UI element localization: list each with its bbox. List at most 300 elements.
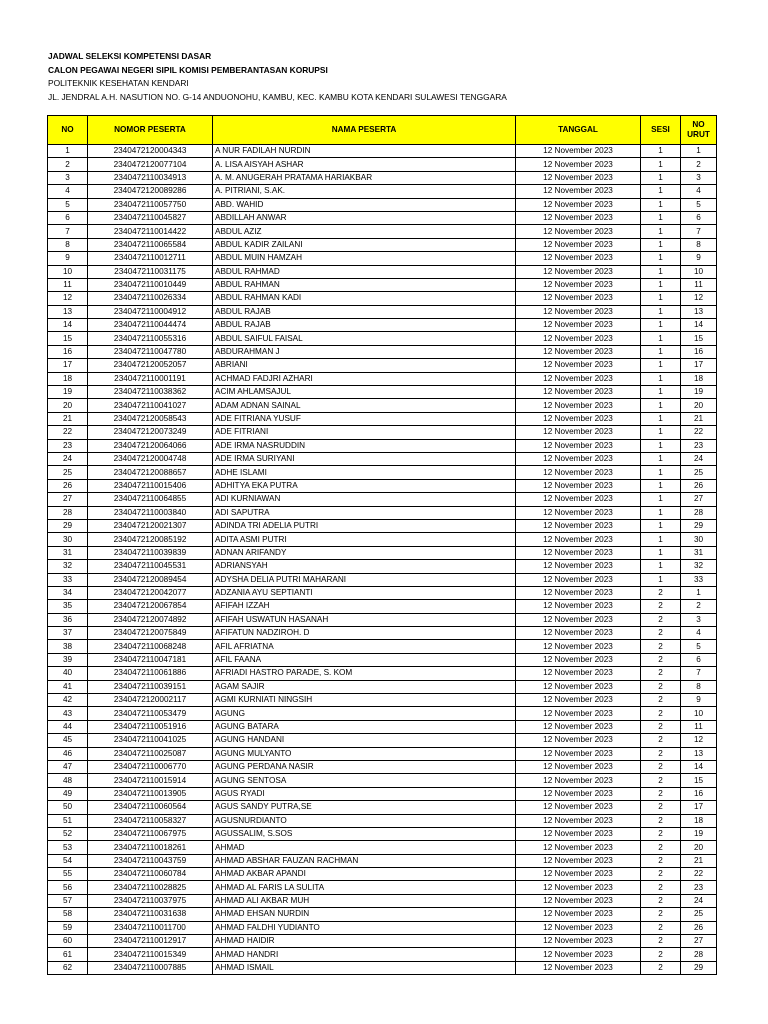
cell-nama-peserta: AGUNG HANDANI (213, 734, 516, 747)
cell-nomor-peserta: 2340472110012917 (88, 935, 213, 948)
venue-name: POLITEKNIK KESEHATAN KENDARI (48, 78, 189, 88)
col-header-nama-peserta: NAMA PESERTA (213, 116, 516, 145)
cell-no: 58 (48, 908, 88, 921)
cell-no: 16 (48, 345, 88, 358)
cell-sesi: 1 (641, 479, 681, 492)
cell-nomor-peserta: 2340472110028825 (88, 881, 213, 894)
table-row (48, 894, 717, 907)
table-row (48, 546, 717, 559)
cell-nama-peserta: ADAM ADNAN SAINAL (213, 399, 516, 412)
cell-no-urut: 8 (681, 238, 717, 251)
cell-nama-peserta: ABD. WAHID (213, 198, 516, 211)
cell-nama-peserta: ABRIANI (213, 359, 516, 372)
cell-nomor-peserta: 2340472110031638 (88, 908, 213, 921)
cell-no: 10 (48, 265, 88, 278)
cell-no: 60 (48, 935, 88, 948)
cell-no-urut: 7 (681, 667, 717, 680)
cell-sesi: 1 (641, 292, 681, 305)
cell-tanggal: 12 November 2023 (516, 479, 641, 492)
table-row (48, 560, 717, 573)
cell-sesi: 2 (641, 948, 681, 961)
cell-no-urut: 11 (681, 278, 717, 291)
cell-tanggal: 12 November 2023 (516, 185, 641, 198)
cell-nomor-peserta: 2340472110067975 (88, 827, 213, 840)
cell-nama-peserta: ABDUL RAJAB (213, 319, 516, 332)
table-body (48, 145, 717, 975)
cell-no: 53 (48, 841, 88, 854)
cell-tanggal: 12 November 2023 (516, 600, 641, 613)
cell-nama-peserta: ADE IRMA NASRUDDIN (213, 439, 516, 452)
cell-nama-peserta: ABDUL AZIZ (213, 225, 516, 238)
cell-sesi: 1 (641, 319, 681, 332)
cell-nama-peserta: A NUR FADILAH NURDIN (213, 145, 516, 158)
cell-sesi: 1 (641, 359, 681, 372)
cell-no-urut: 15 (681, 774, 717, 787)
cell-nomor-peserta: 2340472110051916 (88, 720, 213, 733)
cell-nomor-peserta: 2340472120077104 (88, 158, 213, 171)
table-row (48, 827, 717, 840)
cell-tanggal: 12 November 2023 (516, 372, 641, 385)
cell-nomor-peserta: 2340472120075849 (88, 627, 213, 640)
cell-no-urut: 23 (681, 439, 717, 452)
cell-tanggal: 12 November 2023 (516, 533, 641, 546)
cell-nama-peserta: ADZANIA AYU SEPTIANTI (213, 586, 516, 599)
table-row (48, 774, 717, 787)
cell-no-urut: 5 (681, 198, 717, 211)
cell-sesi: 1 (641, 372, 681, 385)
cell-nama-peserta: ACHMAD FADJRI AZHARI (213, 372, 516, 385)
cell-tanggal: 12 November 2023 (516, 948, 641, 961)
cell-no-urut: 8 (681, 680, 717, 693)
table-row (48, 145, 717, 158)
cell-sesi: 2 (641, 814, 681, 827)
cell-tanggal: 12 November 2023 (516, 145, 641, 158)
cell-nomor-peserta: 2340472120073249 (88, 426, 213, 439)
cell-no-urut: 14 (681, 319, 717, 332)
cell-nomor-peserta: 2340472120085192 (88, 533, 213, 546)
cell-no-urut: 6 (681, 653, 717, 666)
cell-tanggal: 12 November 2023 (516, 720, 641, 733)
col-header-no-urut-line1: NO (692, 120, 705, 129)
participant-table (47, 115, 717, 975)
table-row (48, 533, 717, 546)
cell-sesi: 2 (641, 801, 681, 814)
cell-no-urut: 17 (681, 359, 717, 372)
table-row (48, 921, 717, 934)
cell-tanggal: 12 November 2023 (516, 292, 641, 305)
table-row (48, 707, 717, 720)
cell-sesi: 2 (641, 908, 681, 921)
cell-nama-peserta: AFIFATUN NADZIROH. D (213, 627, 516, 640)
table-row (48, 292, 717, 305)
cell-tanggal: 12 November 2023 (516, 707, 641, 720)
cell-no: 41 (48, 680, 88, 693)
cell-sesi: 1 (641, 546, 681, 559)
cell-sesi: 2 (641, 600, 681, 613)
cell-tanggal: 12 November 2023 (516, 171, 641, 184)
cell-no: 27 (48, 493, 88, 506)
table-row (48, 586, 717, 599)
cell-nama-peserta: AFIFAH IZZAH (213, 600, 516, 613)
cell-nomor-peserta: 2340472110044474 (88, 319, 213, 332)
doc-title: JADWAL SELEKSI KOMPETENSI DASAR (48, 51, 212, 61)
cell-tanggal: 12 November 2023 (516, 546, 641, 559)
cell-nama-peserta: ADE FITRIANA YUSUF (213, 412, 516, 425)
cell-nama-peserta: ADE IRMA SURIYANI (213, 452, 516, 465)
cell-no: 28 (48, 506, 88, 519)
cell-sesi: 1 (641, 198, 681, 211)
cell-sesi: 2 (641, 667, 681, 680)
cell-no: 57 (48, 894, 88, 907)
cell-tanggal: 12 November 2023 (516, 519, 641, 532)
cell-nomor-peserta: 2340472110015406 (88, 479, 213, 492)
cell-no-urut: 5 (681, 640, 717, 653)
cell-sesi: 1 (641, 533, 681, 546)
cell-nama-peserta: AHMAD ALI AKBAR MUH (213, 894, 516, 907)
cell-tanggal: 12 November 2023 (516, 573, 641, 586)
cell-tanggal: 12 November 2023 (516, 452, 641, 465)
table-row (48, 600, 717, 613)
cell-nomor-peserta: 2340472110025087 (88, 747, 213, 760)
cell-nomor-peserta: 2340472110047780 (88, 345, 213, 358)
cell-sesi: 1 (641, 158, 681, 171)
cell-sesi: 2 (641, 640, 681, 653)
cell-nomor-peserta: 2340472110057750 (88, 198, 213, 211)
table-row (48, 171, 717, 184)
cell-no-urut: 14 (681, 760, 717, 773)
table-row (48, 185, 717, 198)
cell-nomor-peserta: 2340472110041027 (88, 399, 213, 412)
cell-no-urut: 16 (681, 345, 717, 358)
cell-tanggal: 12 November 2023 (516, 158, 641, 171)
cell-no: 13 (48, 305, 88, 318)
cell-no: 39 (48, 653, 88, 666)
cell-no: 47 (48, 760, 88, 773)
cell-no: 42 (48, 694, 88, 707)
cell-nama-peserta: ADHITYA EKA PUTRA (213, 479, 516, 492)
cell-no-urut: 12 (681, 292, 717, 305)
table-row (48, 399, 717, 412)
cell-sesi: 1 (641, 238, 681, 251)
cell-no-urut: 24 (681, 452, 717, 465)
cell-tanggal: 12 November 2023 (516, 278, 641, 291)
cell-nama-peserta: ADE FITRIANI (213, 426, 516, 439)
table-header-row (48, 116, 717, 145)
cell-sesi: 1 (641, 211, 681, 224)
cell-nama-peserta: A. PITRIANI, S.AK. (213, 185, 516, 198)
cell-no: 54 (48, 854, 88, 867)
cell-nomor-peserta: 2340472110043759 (88, 854, 213, 867)
cell-sesi: 2 (641, 760, 681, 773)
cell-tanggal: 12 November 2023 (516, 198, 641, 211)
cell-nama-peserta: ABDUL RAHMAN KADI (213, 292, 516, 305)
table-row (48, 787, 717, 800)
cell-no-urut: 18 (681, 814, 717, 827)
table-row (48, 439, 717, 452)
cell-sesi: 2 (641, 720, 681, 733)
cell-tanggal: 12 November 2023 (516, 332, 641, 345)
cell-no-urut: 1 (681, 586, 717, 599)
cell-nama-peserta: A. M. ANUGERAH PRATAMA HARIAKBAR (213, 171, 516, 184)
cell-tanggal: 12 November 2023 (516, 787, 641, 800)
cell-no: 8 (48, 238, 88, 251)
cell-no-urut: 25 (681, 908, 717, 921)
table-row (48, 747, 717, 760)
cell-tanggal: 12 November 2023 (516, 439, 641, 452)
cell-no: 48 (48, 774, 88, 787)
cell-nama-peserta: ABDILLAH ANWAR (213, 211, 516, 224)
cell-no: 55 (48, 868, 88, 881)
cell-no-urut: 29 (681, 519, 717, 532)
cell-sesi: 1 (641, 265, 681, 278)
cell-no-urut: 26 (681, 479, 717, 492)
cell-nomor-peserta: 2340472110061886 (88, 667, 213, 680)
cell-nomor-peserta: 2340472110041025 (88, 734, 213, 747)
table-row (48, 332, 717, 345)
col-header-no-urut (681, 116, 717, 145)
col-header-no: NO (48, 116, 88, 145)
cell-no-urut: 33 (681, 573, 717, 586)
cell-tanggal: 12 November 2023 (516, 466, 641, 479)
cell-nomor-peserta: 2340472110014422 (88, 225, 213, 238)
cell-tanggal: 12 November 2023 (516, 225, 641, 238)
table-row (48, 252, 717, 265)
cell-nomor-peserta: 2340472110064855 (88, 493, 213, 506)
cell-tanggal: 12 November 2023 (516, 586, 641, 599)
cell-tanggal: 12 November 2023 (516, 801, 641, 814)
cell-nama-peserta: AHMAD FALDHI YUDIANTO (213, 921, 516, 934)
cell-tanggal: 12 November 2023 (516, 560, 641, 573)
cell-nama-peserta: ABDUL RAHMAN (213, 278, 516, 291)
cell-sesi: 1 (641, 506, 681, 519)
cell-nama-peserta: ADNAN ARIFANDY (213, 546, 516, 559)
cell-sesi: 2 (641, 868, 681, 881)
cell-nomor-peserta: 2340472110013905 (88, 787, 213, 800)
cell-no: 61 (48, 948, 88, 961)
cell-sesi: 1 (641, 452, 681, 465)
cell-no: 33 (48, 573, 88, 586)
cell-no-urut: 32 (681, 560, 717, 573)
cell-no-urut: 30 (681, 533, 717, 546)
cell-nomor-peserta: 2340472120064066 (88, 439, 213, 452)
cell-no: 30 (48, 533, 88, 546)
cell-nomor-peserta: 2340472110055316 (88, 332, 213, 345)
cell-no: 1 (48, 145, 88, 158)
table-row (48, 667, 717, 680)
table-row (48, 573, 717, 586)
cell-nomor-peserta: 2340472110060564 (88, 801, 213, 814)
cell-nomor-peserta: 2340472110026334 (88, 292, 213, 305)
cell-no: 12 (48, 292, 88, 305)
cell-sesi: 2 (641, 653, 681, 666)
cell-no: 43 (48, 707, 88, 720)
cell-nama-peserta: A. LISA AISYAH ASHAR (213, 158, 516, 171)
cell-no: 34 (48, 586, 88, 599)
cell-tanggal: 12 November 2023 (516, 627, 641, 640)
cell-no: 17 (48, 359, 88, 372)
cell-nomor-peserta: 2340472120021307 (88, 519, 213, 532)
cell-no: 19 (48, 386, 88, 399)
cell-no: 2 (48, 158, 88, 171)
cell-no: 25 (48, 466, 88, 479)
table-row (48, 734, 717, 747)
cell-nama-peserta: ADITA ASMI PUTRI (213, 533, 516, 546)
table-row (48, 961, 717, 974)
cell-nama-peserta: AGUS SANDY PUTRA,SE (213, 801, 516, 814)
cell-tanggal: 12 November 2023 (516, 694, 641, 707)
table-row (48, 948, 717, 961)
cell-no-urut: 4 (681, 185, 717, 198)
cell-nomor-peserta: 2340472120058543 (88, 412, 213, 425)
cell-nama-peserta: AHMAD ISMAIL (213, 961, 516, 974)
cell-nomor-peserta: 2340472110018261 (88, 841, 213, 854)
cell-nama-peserta: AHMAD (213, 841, 516, 854)
cell-nama-peserta: ADYSHA DELIA PUTRI MAHARANI (213, 573, 516, 586)
cell-nomor-peserta: 2340472120052057 (88, 359, 213, 372)
cell-nomor-peserta: 2340472110015349 (88, 948, 213, 961)
cell-no-urut: 7 (681, 225, 717, 238)
cell-tanggal: 12 November 2023 (516, 827, 641, 840)
cell-nomor-peserta: 2340472110012711 (88, 252, 213, 265)
cell-no-urut: 10 (681, 265, 717, 278)
cell-nomor-peserta: 2340472110060784 (88, 868, 213, 881)
cell-nama-peserta: ACIM AHLAMSAJUL (213, 386, 516, 399)
cell-no-urut: 20 (681, 841, 717, 854)
cell-nomor-peserta: 2340472110053479 (88, 707, 213, 720)
cell-tanggal: 12 November 2023 (516, 252, 641, 265)
table-row (48, 801, 717, 814)
cell-nomor-peserta: 2340472110004912 (88, 305, 213, 318)
cell-nomor-peserta: 2340472120089454 (88, 573, 213, 586)
table-row (48, 225, 717, 238)
cell-nomor-peserta: 2340472110003840 (88, 506, 213, 519)
cell-sesi: 2 (641, 881, 681, 894)
col-header-no-urut-line2: URUT (687, 130, 710, 139)
cell-no: 7 (48, 225, 88, 238)
cell-sesi: 2 (641, 841, 681, 854)
cell-sesi: 2 (641, 961, 681, 974)
cell-no: 24 (48, 452, 88, 465)
cell-tanggal: 12 November 2023 (516, 265, 641, 278)
cell-no-urut: 3 (681, 171, 717, 184)
table-row (48, 265, 717, 278)
cell-sesi: 1 (641, 412, 681, 425)
cell-no: 3 (48, 171, 88, 184)
table-row (48, 359, 717, 372)
cell-sesi: 1 (641, 171, 681, 184)
cell-tanggal: 12 November 2023 (516, 667, 641, 680)
cell-sesi: 1 (641, 345, 681, 358)
cell-no-urut: 28 (681, 948, 717, 961)
cell-no-urut: 13 (681, 747, 717, 760)
cell-nomor-peserta: 2340472110037975 (88, 894, 213, 907)
cell-nama-peserta: ADRIANSYAH (213, 560, 516, 573)
cell-sesi: 1 (641, 278, 681, 291)
cell-no: 52 (48, 827, 88, 840)
cell-tanggal: 12 November 2023 (516, 935, 641, 948)
cell-no: 4 (48, 185, 88, 198)
cell-tanggal: 12 November 2023 (516, 345, 641, 358)
cell-no-urut: 27 (681, 493, 717, 506)
cell-no-urut: 25 (681, 466, 717, 479)
cell-sesi: 2 (641, 694, 681, 707)
cell-no: 6 (48, 211, 88, 224)
cell-nama-peserta: ABDURAHMAN J (213, 345, 516, 358)
cell-no: 21 (48, 412, 88, 425)
cell-no-urut: 20 (681, 399, 717, 412)
cell-sesi: 2 (641, 774, 681, 787)
cell-tanggal: 12 November 2023 (516, 238, 641, 251)
cell-nomor-peserta: 2340472110045827 (88, 211, 213, 224)
cell-nomor-peserta: 2340472120004343 (88, 145, 213, 158)
cell-no: 5 (48, 198, 88, 211)
cell-tanggal: 12 November 2023 (516, 841, 641, 854)
cell-sesi: 1 (641, 386, 681, 399)
table-row (48, 198, 717, 211)
doc-subtitle: CALON PEGAWAI NEGERI SIPIL KOMISI PEMBERANTASAN KORUPSI (48, 64, 328, 75)
cell-sesi: 2 (641, 627, 681, 640)
cell-nama-peserta: ADINDA TRI ADELIA PUTRI (213, 519, 516, 532)
table-row (48, 519, 717, 532)
cell-nomor-peserta: 2340472120002117 (88, 694, 213, 707)
table-row (48, 426, 717, 439)
cell-tanggal: 12 November 2023 (516, 760, 641, 773)
cell-no: 9 (48, 252, 88, 265)
cell-nomor-peserta: 2340472110001191 (88, 372, 213, 385)
cell-nomor-peserta: 2340472110038362 (88, 386, 213, 399)
cell-nomor-peserta: 2340472110031175 (88, 265, 213, 278)
cell-tanggal: 12 November 2023 (516, 854, 641, 867)
cell-no: 56 (48, 881, 88, 894)
cell-no: 45 (48, 734, 88, 747)
table-row (48, 386, 717, 399)
cell-no-urut: 23 (681, 881, 717, 894)
cell-no-urut: 22 (681, 426, 717, 439)
table-row (48, 493, 717, 506)
cell-no: 40 (48, 667, 88, 680)
cell-tanggal: 12 November 2023 (516, 734, 641, 747)
cell-nama-peserta: ABDUL RAJAB (213, 305, 516, 318)
cell-nama-peserta: AFIL AFRIATNA (213, 640, 516, 653)
cell-nama-peserta: AGUNG PERDANA NASIR (213, 760, 516, 773)
cell-tanggal: 12 November 2023 (516, 319, 641, 332)
cell-tanggal: 12 November 2023 (516, 412, 641, 425)
cell-tanggal: 12 November 2023 (516, 894, 641, 907)
cell-nama-peserta: ABDUL SAIFUL FAISAL (213, 332, 516, 345)
cell-no-urut: 13 (681, 305, 717, 318)
col-header-sesi: SESI (641, 116, 681, 145)
table-row (48, 881, 717, 894)
cell-sesi: 1 (641, 185, 681, 198)
cell-nomor-peserta: 2340472110015914 (88, 774, 213, 787)
cell-nama-peserta: AGUNG SENTOSA (213, 774, 516, 787)
cell-no: 50 (48, 801, 88, 814)
cell-no: 35 (48, 600, 88, 613)
cell-nama-peserta: ADI KURNIAWAN (213, 493, 516, 506)
cell-sesi: 2 (641, 854, 681, 867)
cell-no: 51 (48, 814, 88, 827)
cell-sesi: 2 (641, 921, 681, 934)
table-row (48, 868, 717, 881)
cell-sesi: 1 (641, 439, 681, 452)
cell-no: 20 (48, 399, 88, 412)
cell-nama-peserta: AFRIADI HASTRO PARADE, S. KOM (213, 667, 516, 680)
cell-no-urut: 21 (681, 854, 717, 867)
cell-nama-peserta: AGUNG BATARA (213, 720, 516, 733)
cell-tanggal: 12 November 2023 (516, 640, 641, 653)
cell-nama-peserta: ABDUL RAHMAD (213, 265, 516, 278)
table-row (48, 814, 717, 827)
